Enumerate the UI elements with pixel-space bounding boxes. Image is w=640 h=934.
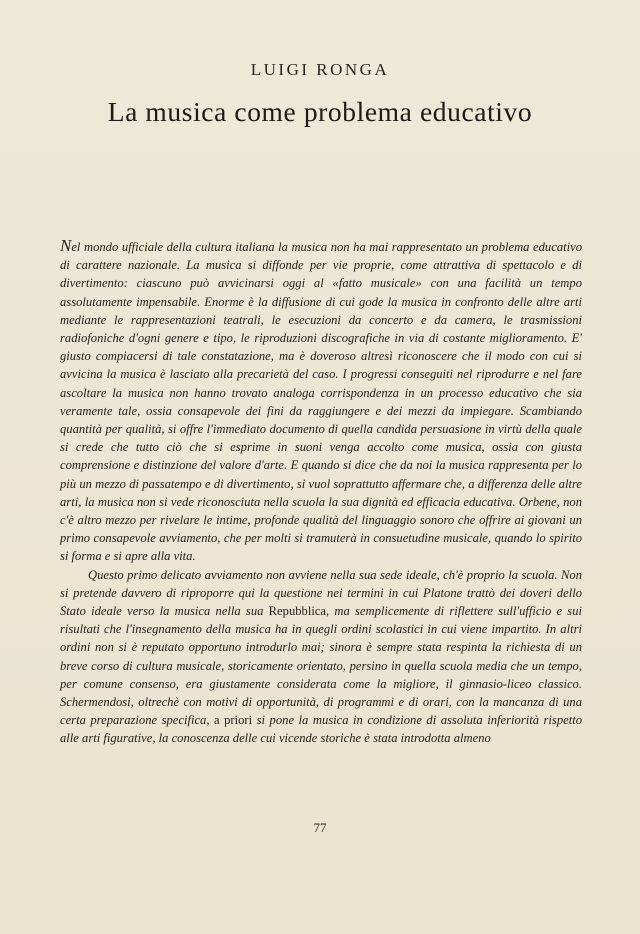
latin-a-priori: a priori [214, 713, 253, 728]
author-name: LUIGI RONGA [250, 60, 390, 79]
article-title: La musica come problema educativo [107, 96, 533, 127]
paragraph-2-text-a: Questo primo delicato avviamento non avviene nella sua sede ideale, ch'è proprio la scuola. Non si pretende davvero di riproporre qui la questione nei termini in cui Platone trattò dei doveri dello Stato ideale verso la musica nella sua [60, 567, 582, 619]
drop-initial: N [60, 236, 72, 255]
paragraph-1 [60, 238, 582, 566]
article-body [60, 238, 582, 748]
paragraph-2-text-c: , ma semplicemente di riflettere sull'ufficio e sui risultati che l'insegnamento della musica ha in quegli ordini scolastici in cui viene impartito. In altri ordini non si è reputato opportuno introdurlo mai; sinora è sempre stata respinta la richiesta di un breve corso di cultura musicale, storicamente orientato, persino in quella scuola media che un tempo, per comune consenso, era giustamente considerata come la migliore, il ginnasio-liceo classico. Schermendosi, oltrechè con motivi di opportunità, di programmi e di orari, con la mancanza di una certa preparazione specifica, [60, 604, 582, 728]
page-number: 77 [313, 820, 327, 835]
paragraph-1-text: el mondo ufficiale della cultura italiana la musica non ha mai rappresentato un problema educativo di carattere nazionale. La musica si diffonde per vie proprie, come attrattiva di spettacolo e di divertimento: ciascuno può avvicinarsi oggi al «fatto musicale» con una facilità un tempo assolutamente impensabile. Enorme è la diffusione di cui gode la musica in confronto delle altre arti mediante le rappresentazioni teatrali, le esecuzioni da concerto e da camera, le trasmissioni radiofoniche d'ogni genere e tipo, le riproduzioni discografiche in via di costante miglioramento. E' giusto compiacersi di tale constatazione, ma è doveroso altresì riconoscere che il modo con cui si avvicina la musica è lasciato alla precarietà del caso. I progressi conseguiti nel riprodurre e nel fare ascoltare la musica non hanno trovato analoga corrispondenza in un processo educativo che sia veramente tale, ossia consapevole dei fini da raggiungere e dei mezzi da impiegare. Scambiando quantità per qualità, si offre l'immediato documento di quella candida persuasione in virtù della quale si crede che tutto ciò che si esprime in suoni venga accolto come musica, ossia con giusta comprensione e distinzione del valore d'arte. E quando si dice che da noi la musica rappresenta per lo più un mezzo di passatempo e di divertimento, si vuol soprattutto affermare che, a differenza delle altre arti, la musica non si vede riconosciuta nella scuola la sua dignità ed efficacia educativa. Orbene, non c'è altro mezzo per rivelare le intime, profonde qualità del linguaggio sonoro che offrire ai giovani un primo consapevole avviamento, che per molti si tramuterà in consuetudine musicale, quando lo spirito si forma e si apre alla vita. [60, 240, 582, 564]
work-title-repubblica: Repubblica [268, 604, 327, 619]
paragraph-2 [60, 566, 582, 748]
paragraph-2-text-e: si pone la musica in condizione di assoluta inferiorità rispetto alle arti figurative, la conoscenza delle cui vicende storiche è stata introdotta almeno [60, 713, 583, 746]
